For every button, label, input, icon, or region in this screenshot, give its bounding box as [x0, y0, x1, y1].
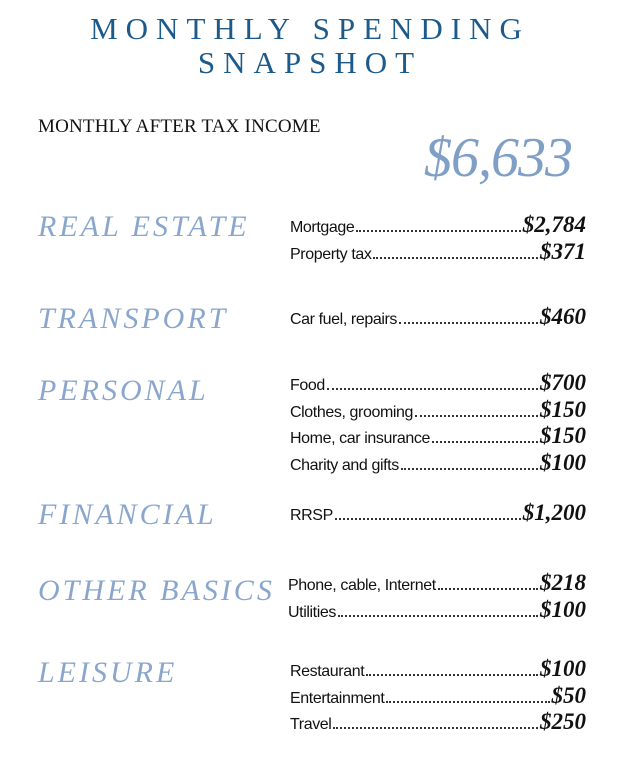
dot-leader — [373, 257, 538, 259]
item-label: Home, car insurance — [290, 430, 431, 447]
income-value: $6,633 — [424, 127, 572, 189]
item-label: Entertainment — [290, 689, 385, 707]
dot-leader — [338, 615, 538, 617]
item-amount: $460 — [540, 304, 586, 329]
item-list — [290, 212, 586, 265]
title-line-1: MONTHLY SPENDING — [90, 11, 530, 46]
list-item — [290, 656, 586, 683]
item-amount: $250 — [540, 709, 586, 734]
list-item — [290, 397, 586, 424]
item-list — [290, 500, 586, 527]
category-label: REAL ESTATE — [38, 210, 250, 243]
item-label: Mortgage — [290, 219, 355, 236]
item-label: RRSP — [290, 507, 333, 524]
list-item — [290, 500, 586, 527]
dot-leader — [327, 388, 538, 390]
dot-leader — [438, 588, 538, 590]
income-label: MONTHLY AFTER TAX INCOME — [38, 116, 321, 137]
item-amount: $700 — [540, 370, 586, 395]
item-amount: $150 — [540, 423, 586, 448]
dot-leader — [335, 518, 521, 520]
list-item — [288, 570, 586, 597]
item-list — [290, 304, 586, 331]
item-label: Food — [290, 377, 325, 394]
list-item — [288, 597, 586, 624]
page-title — [0, 12, 620, 80]
item-list — [288, 570, 586, 623]
item-label: Property tax — [290, 245, 372, 263]
item-list — [290, 370, 586, 476]
dot-leader — [432, 441, 538, 443]
item-label: Utilities — [288, 603, 336, 621]
item-amount: $371 — [540, 238, 586, 264]
dot-leader — [366, 674, 538, 676]
dot-leader — [399, 322, 538, 324]
title-line-2: SNAPSHOT — [197, 45, 423, 80]
dot-leader — [401, 468, 538, 470]
item-label: Car fuel, repairs — [290, 311, 398, 328]
dot-leader — [356, 230, 520, 232]
item-amount: $100 — [540, 596, 586, 622]
category-label: FINANCIAL — [38, 498, 217, 531]
dot-leader — [415, 415, 538, 417]
item-amount: $100 — [540, 449, 586, 475]
item-amount: $1,200 — [522, 500, 586, 525]
item-label: Clothes, grooming — [290, 403, 414, 421]
list-item — [290, 450, 586, 477]
list-item — [290, 423, 586, 450]
list-item — [290, 370, 586, 397]
list-item — [290, 304, 586, 331]
item-label: Travel — [290, 716, 332, 733]
category-label: PERSONAL — [38, 374, 209, 407]
item-amount: $50 — [551, 682, 586, 708]
item-label: Charity and gifts — [290, 456, 399, 474]
item-label: Restaurant — [290, 663, 365, 680]
list-item — [290, 683, 586, 710]
item-amount: $150 — [540, 396, 586, 422]
item-amount: $218 — [540, 570, 586, 595]
item-amount: $2,784 — [522, 212, 586, 237]
list-item — [290, 239, 586, 266]
item-list — [290, 656, 586, 736]
category-label: LEISURE — [38, 656, 178, 689]
category-label: OTHER BASICS — [38, 574, 275, 607]
item-label: Phone, cable, Internet — [288, 577, 436, 594]
dot-leader — [386, 701, 549, 703]
list-item — [290, 212, 586, 239]
item-amount: $100 — [540, 656, 586, 681]
dot-leader — [333, 727, 538, 729]
category-label: TRANSPORT — [38, 302, 229, 335]
list-item — [290, 709, 586, 736]
